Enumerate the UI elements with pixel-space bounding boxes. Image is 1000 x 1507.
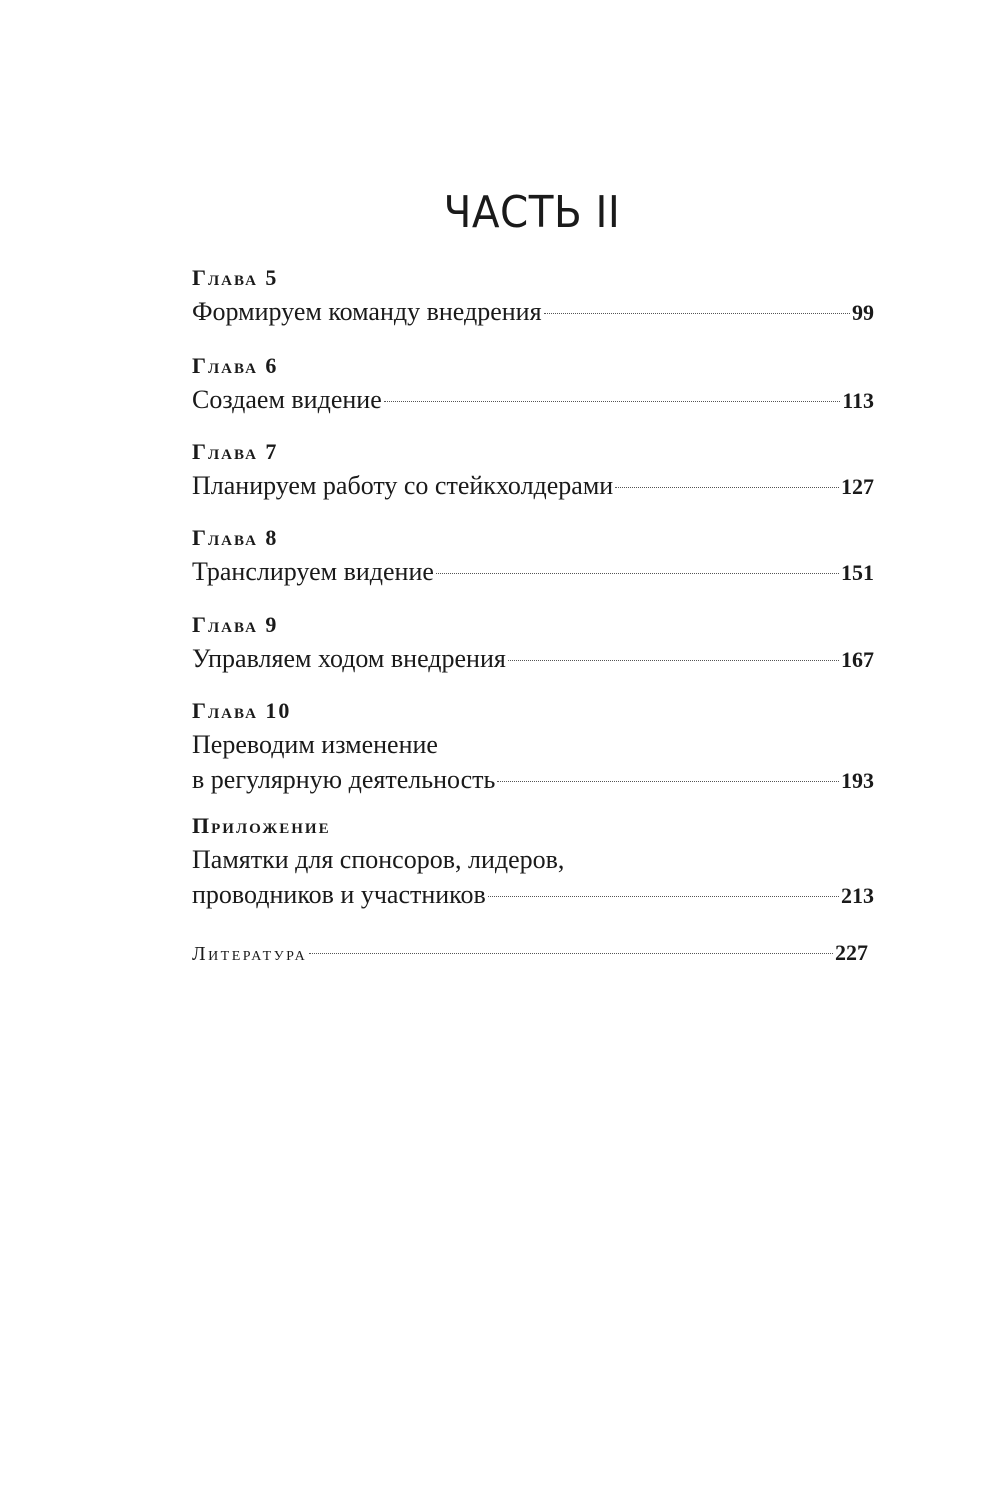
- toc-entry-appendix: [192, 810, 874, 935]
- page-number: 151: [841, 560, 874, 585]
- dot-leader: [508, 660, 839, 661]
- toc-line: [192, 468, 874, 504]
- dot-leader: [384, 401, 840, 402]
- chapter-title: Транслируем видение: [192, 557, 434, 586]
- literature-label: Литература: [192, 943, 308, 965]
- chapter-label: Глава 6: [192, 353, 279, 378]
- dot-leader: [436, 573, 839, 574]
- toc-entry-chapter-5: [192, 262, 874, 350]
- dot-leader: [309, 953, 833, 954]
- dot-leader: [497, 781, 839, 782]
- appendix-title-line-1: Памятки для спонсоров, лидеров,: [192, 845, 565, 874]
- page-number: 99: [852, 300, 874, 325]
- page-number: 113: [842, 388, 874, 413]
- chapter-label: Глава 8: [192, 525, 279, 550]
- toc-entry-chapter-10: [192, 695, 874, 810]
- table-of-contents: [192, 262, 874, 972]
- chapter-label: Глава 5: [192, 265, 279, 290]
- chapter-title: Формируем команду внедрения: [192, 297, 542, 326]
- page-number: 167: [841, 647, 874, 672]
- toc-line: [192, 762, 874, 798]
- toc-entry-chapter-8: [192, 522, 874, 609]
- chapter-title: Планируем работу со стейкхолдерами: [192, 471, 614, 500]
- toc-line: [192, 554, 874, 590]
- part-title: ЧАСТЬ II: [443, 187, 621, 238]
- toc-line: [192, 641, 874, 677]
- chapter-label: Глава 10: [192, 698, 292, 723]
- page-number: 227: [835, 940, 868, 965]
- page-number: 193: [841, 768, 874, 793]
- dot-leader: [615, 487, 839, 488]
- toc-line: [192, 382, 874, 418]
- toc-line: [192, 877, 874, 913]
- toc-line: [192, 935, 868, 972]
- page-number: 213: [841, 883, 874, 908]
- chapter-title: Создаем видение: [192, 385, 382, 414]
- chapter-title: Управляем ходом внедрения: [192, 644, 506, 673]
- chapter-label: Глава 9: [192, 612, 279, 637]
- toc-entry-chapter-6: [192, 350, 874, 436]
- appendix-title-line-2: проводников и участников: [192, 880, 486, 909]
- toc-entry-literature: [192, 935, 874, 972]
- toc-line: [192, 294, 874, 330]
- chapter-title-line-2: в регулярную деятельность: [192, 765, 496, 794]
- dot-leader: [488, 896, 839, 897]
- dot-leader: [544, 313, 850, 314]
- chapter-label: Глава 7: [192, 439, 279, 464]
- page-number: 127: [841, 474, 874, 499]
- toc-entry-chapter-7: [192, 436, 874, 522]
- toc-entry-chapter-9: [192, 609, 874, 695]
- appendix-label: Приложение: [192, 813, 331, 838]
- chapter-title-line-1: Переводим изменение: [192, 730, 438, 759]
